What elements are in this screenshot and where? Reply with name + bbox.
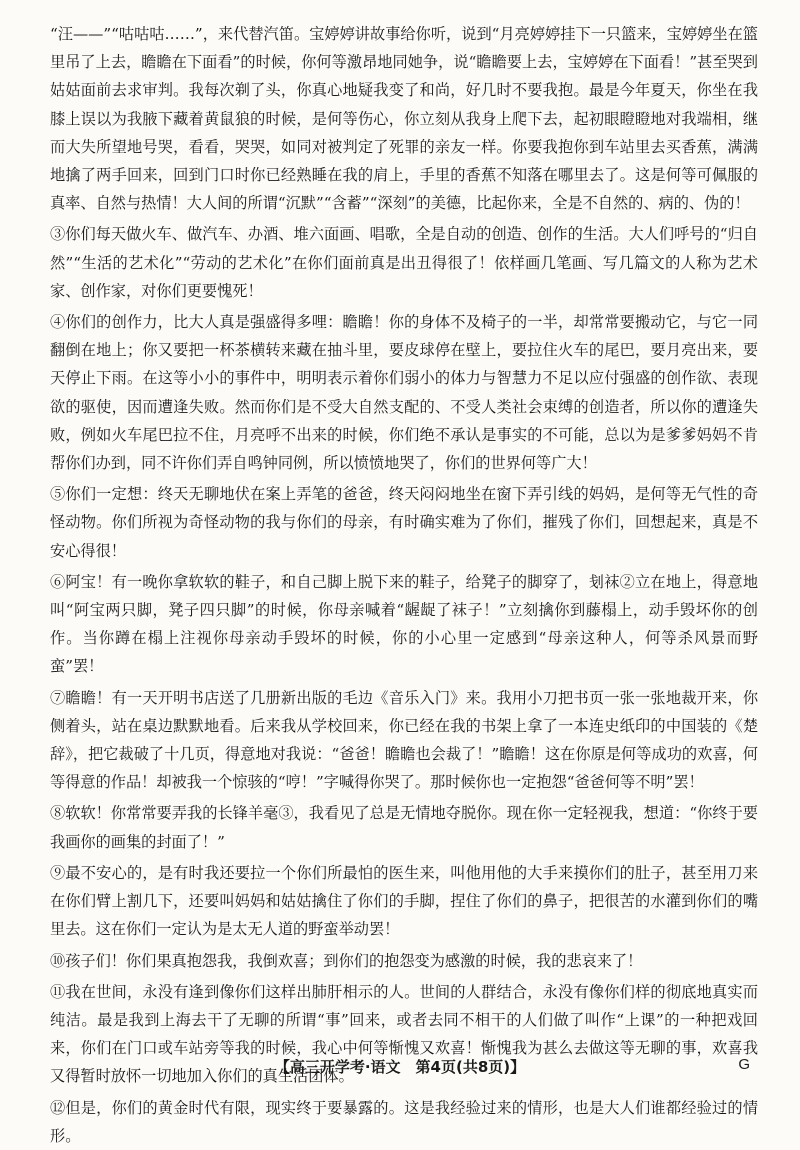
paragraph-9: ⑨最不安心的，是有时我还要拉一个你们所最怕的医生来，叫他用他的大手来摸你们的肚子，甚至用刀来在你们臂上割几下，还要叫妈妈和姑姑擒住了你们的手脚，捏住了你们的鼻子，把很苦的水灌到你们的嘴里去。这在你们一定认为是太无人道的野蛮举动罢！ [50,863,758,939]
corner-mark: G [738,1056,750,1073]
paragraph-3: ③你们每天做火车、做汽车、办酒、堆六面画、唱歌，全是自动的创造、创作的生活。大人们呼号的“归自然”“生活的艺术化”“劳动的艺术化”在你们面前真是出丑得很了！依样画几笔画、写几篇文的人称为艺术家、创作家，对你们更要愧死！ [50,225,758,300]
paragraph-5: ⑤你们一定想：终天无聊地伏在案上弄笔的爸爸，终天闷闷地坐在窗下弄引线的妈妈，是何等无气性的奇怪动物。你们所视为奇怪动物的我与你们的母亲，有时确实难为了你们，摧残了你们，回想起来，真是不安心得很！ [50,485,758,560]
paragraph-continuation: “汪——”“咕咕咕……”，来代替汽笛。宝婷婷讲故事给你听，说到“月亮婷婷挂下一只篮来，宝婷婷坐在篮里吊了上去，瞻瞻在下面看”的时候，你何等激昂地同她争，说“瞻瞻要上去，宝婷婷在下面看！”甚至哭到姑姑面前去求审判。我每次剃了头，你真心地疑我变了和尚，好几时不要我抱。最是今年夏天，你坐在我膝上误以为我腋下藏着黄鼠狼的时候，是何等伤心，你立刻从我身上爬下去，起初眼瞪瞪地对我端相，继而大失所望地号哭，看看，哭哭，如同对被判定了死罪的亲友一样。你要我抱你到车站里去买香蕉，满满地擒了两手回来，回到门口时你已经熟睡在我的肩上，手里的香蕉不知落在哪里去了。这是何等可佩服的真率、自然与热情！大人间的所谓“沉默”“含蓄”“深刻”的美德，比起你来，全是不自然的、病的、伪的！ [50,25,758,213]
paragraph-6: ⑥阿宝！有一晚你拿软软的鞋子，和自己脚上脱下来的鞋子，给凳子的脚穿了，刬袜②立在地上，得意地叫“阿宝两只脚，凳子四只脚”的时候，你母亲喊着“龌龊了袜子！”立刻擒你到藤榻上，动手毁坏你的创作。当你蹲在榻上注视你母亲动手毁坏的时候，你的小心里一定感到“母亲这种人，何等杀风景而野蛮”罢！ [50,572,758,676]
paragraph-11: ⑪我在世间，永没有逢到像你们这样出肺肝相示的人。世间的人群结合，永没有像你们样的彻底地真实而纯洁。最是我到上海去干了无聊的所谓“事”回来，或者去同不相干的人们做了叫作“上课”的一种把戏回来，你们在门口或车站旁等我的时候，我心中何等惭愧又欢喜！惭愧我为甚么去做这等无聊的事，欢喜我又得暂时放怀一切地加入你们的真生活团体。 [50,982,758,1086]
paragraph-4: ④你们的创作力，比大人真是强盛得多哩：瞻瞻！你的身体不及椅子的一半，却常常要搬动它，与它一同翻倒在地上；你又要把一杯茶横转来藏在抽斗里，要皮球停在壁上，要拉住火车的尾巴，要月亮出来，要天停止下雨。在这等小小的事件中，明明表示着你们弱小的体力与智慧力不足以应付强盛的创作欲、表现欲的驱使，因而遭逢失败。然而你们是不受大自然支配的、不受人类社会束缚的创造者，所以你的遭逢失败，例如火车尾巴拉不住，月亮呼不出来的时候，你们绝不承认是事实的不可能，总以为是爹爹妈妈不肯帮你们办到，同不许你们弄自鸣钟同例，所以愤愤地哭了，你们的世界何等广大！ [50,313,758,473]
paragraph-8: ⑧软软！你常常要弄我的长锋羊毫③，我看见了总是无情地夺脱你。现在你一定轻视我，想道：“你终于要我画你的画集的封面了！” [50,804,758,851]
paragraph-10: ⑩孩子们！你们果真抱怨我，我倒欢喜；到你们的抱怨变为感激的时候，我的悲哀来了！ [50,951,643,970]
paragraph-12: ⑫但是，你们的黄金时代有限，现实终于要暴露的。这是我经验过来的情形，也是大人们谁都经验过的情形。 [50,1098,758,1145]
page-footer: 【高三开学考·语文 第4页(共8页)】 [274,1058,526,1076]
paragraph-7: ⑦瞻瞻！有一天开明书店送了几册新出版的毛边《音乐入门》来。我用小刀把书页一张一张地裁开来，你侧着头，站在桌边默默地看。后来我从学校回来，你已经在我的书架上拿了一本连史纸印的中国装的《楚辞》，把它裁破了十几页，得意地对我说：“爸爸！瞻瞻也会裁了！”瞻瞻！这在你原是何等成功的欢喜，何等得意的作品！却被我一个惊骇的“哼！”字喊得你哭了。那时候你也一定抱怨“爸爸何等不明”罢！ [50,688,758,792]
passage-body [50,20,758,1150]
